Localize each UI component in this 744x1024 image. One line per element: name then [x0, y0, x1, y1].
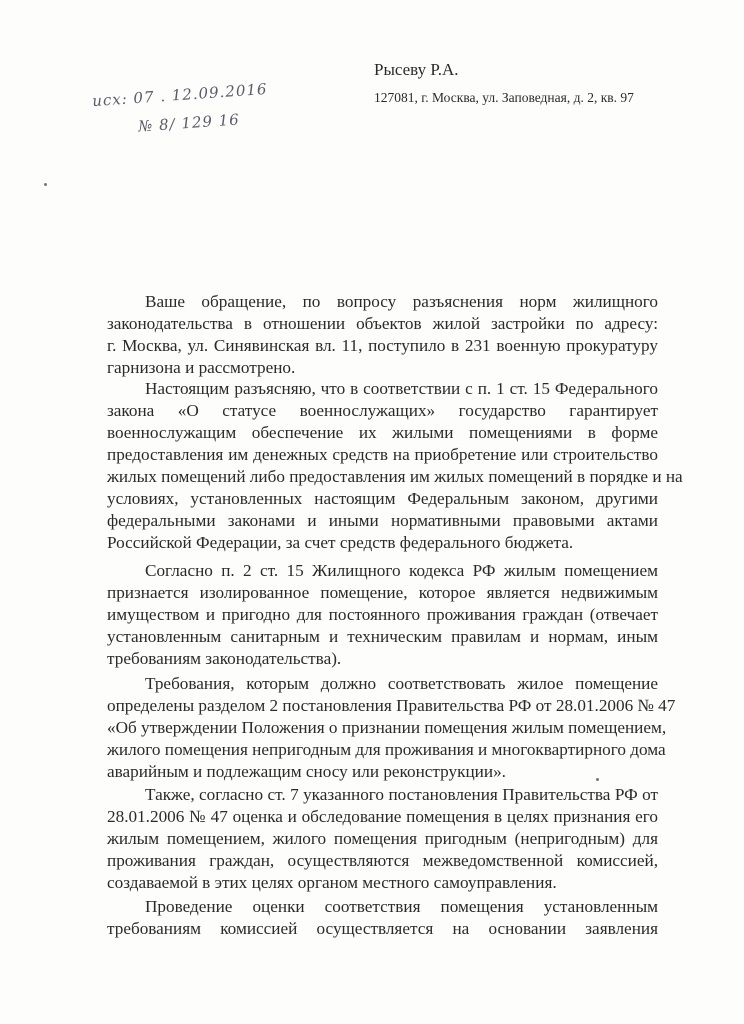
text-line: г. Москва, ул. Синявинская вл. 11, поступило в 231 военную прокуратуру [107, 336, 658, 355]
paragraph [107, 291, 658, 379]
text-line: признается изолированное помещение, которое является недвижимым [107, 583, 658, 602]
recipient-address: 127081, г. Москва, ул. Заповедная, д. 2, кв. 97 [374, 90, 634, 105]
text-line: жилого помещения непригодным для проживания и многоквартирного дома [107, 740, 666, 759]
text-line: проживания граждан, осуществляются межведомственной комиссией, [107, 851, 658, 870]
text-line: Согласно п. 2 ст. 15 Жилищного кодекса РФ жилым помещением [145, 561, 658, 580]
paragraph [107, 378, 683, 554]
handwritten-outgoing-date: исх: 07 . 12.09.2016 [91, 79, 269, 111]
paragraph [107, 673, 676, 783]
paragraph [107, 560, 658, 670]
text-line: имуществом и пригодно для постоянного проживания граждан (отвечает [107, 605, 658, 624]
recipient-name: Рысеву Р.А. [374, 60, 459, 79]
scan-speck [44, 183, 47, 186]
text-line: Российской Федерации, за счет средств федерального бюджета. [107, 533, 574, 552]
text-line: Настоящим разъясняю, что в соответствии с п. 1 ст. 15 Федерального [145, 379, 658, 398]
text-line: закона «О статусе военнослужащих» государство гарантирует [107, 401, 658, 420]
scan-speck [596, 778, 599, 781]
text-line: предоставления им денежных средств на приобретение или строительство [107, 445, 658, 464]
text-line: установленным санитарным и техническим правилам и нормам, иным [107, 627, 658, 646]
text-line: требованиям законодательства). [107, 649, 342, 668]
text-line: Проведение оценки соответствия помещения установленным [145, 897, 658, 916]
text-line: 28.01.2006 № 47 оценка и обследование помещения в целях признания его [107, 807, 658, 826]
text-line: жилых помещений либо предоставления им жилых помещений в порядке и на [107, 467, 683, 486]
text-line: федеральными законами и иными нормативными правовыми актами [107, 511, 658, 530]
text-line: законодательства в отношении объектов жилой застройки по адресу: [107, 314, 658, 333]
text-line: жилым помещением, жилого помещения пригодным (непригодным) для [107, 829, 658, 848]
paragraph [107, 784, 658, 894]
text-line: гарнизона и рассмотрено. [107, 358, 296, 377]
text-line: Ваше обращение, по вопросу разъяснения норм жилищного [145, 292, 658, 311]
text-line: военнослужащим обеспечение их жилыми помещениями в форме [107, 423, 658, 442]
text-line: «Об утверждении Положения о признании помещения жилым помещением, [107, 718, 667, 737]
text-line: Требования, которым должно соответствовать жилое помещение [145, 674, 658, 693]
text-line: создаваемой в этих целях органом местного самоуправления. [107, 873, 557, 892]
text-line: Также, согласно ст. 7 указанного постановления Правительства РФ от [145, 785, 658, 804]
handwritten-reference-number: № 8/ 129 16 [137, 110, 241, 136]
text-line: аварийным и подлежащим сносу или реконструкции». [107, 762, 506, 781]
paragraph [107, 896, 658, 940]
text-line: условиях, установленных настоящим Федеральным законом, другими [107, 489, 658, 508]
text-line: определены разделом 2 постановления Правительства РФ от 28.01.2006 № 47 [107, 696, 676, 715]
text-line: требованиям комиссией осуществляется на основании заявления [107, 919, 658, 938]
